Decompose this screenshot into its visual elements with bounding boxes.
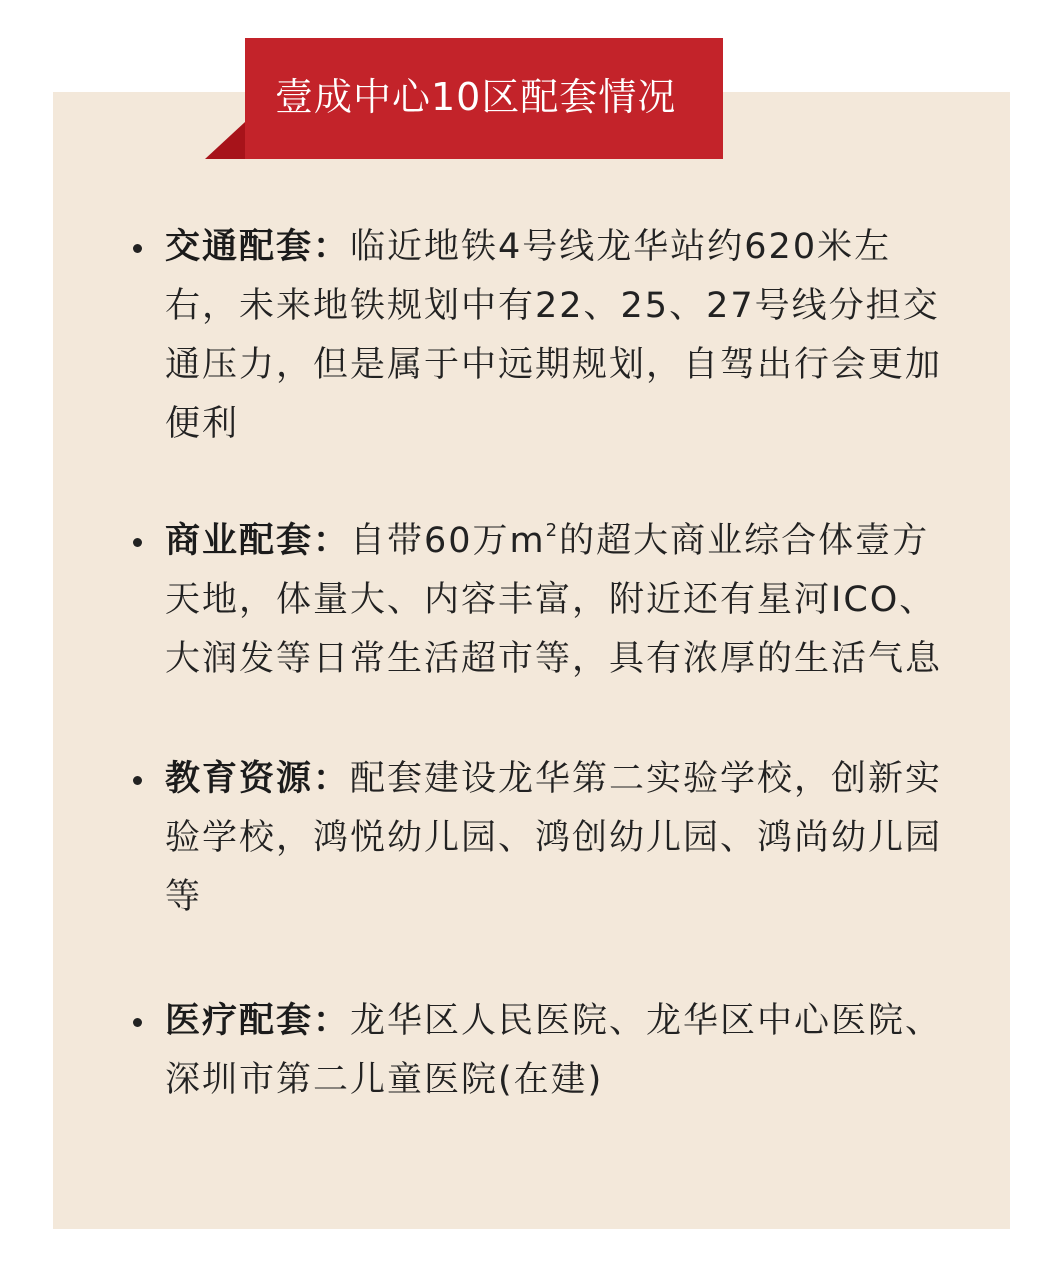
- commercial-text-part1: 自带60万m: [350, 521, 546, 561]
- bullet-icon: [133, 244, 142, 253]
- commercial-text-part2: 的超大商业综合体壹方天地，体量大、内容丰富，附近还有星河ICO、大润发等日常生活超市等，具有浓厚的生活气息: [165, 521, 943, 679]
- list-item-commercial: [131, 512, 951, 689]
- facility-list: [131, 218, 951, 1110]
- banner-fold: [205, 122, 245, 159]
- education-text: 配套建设龙华第二实验学校，创新实验学校，鸿悦幼儿园、鸿创幼儿园、鸿尚幼儿园等: [165, 759, 943, 917]
- bullet-icon: [133, 776, 142, 785]
- list-item-education: [131, 750, 951, 927]
- page-title: 壹成中心10区配套情况: [275, 75, 677, 119]
- list-item-transport: [131, 218, 951, 454]
- area-superscript: 2: [545, 520, 560, 541]
- title-banner: [245, 38, 723, 159]
- list-item-medical: [131, 992, 951, 1110]
- transport-text: 临近地铁4号线龙华站约620米左右，未来地铁规划中有22、25、27号线分担交通压力，但是属于中远期规划，自驾出行会更加便利: [165, 227, 943, 444]
- transport-label: 交通配套：: [165, 227, 351, 267]
- bullet-icon: [133, 1018, 142, 1027]
- medical-label: 医疗配套：: [165, 1001, 351, 1041]
- medical-text: 龙华区人民医院、龙华区中心医院、深圳市第二儿童医院(在建): [165, 1001, 943, 1100]
- commercial-label: 商业配套：: [165, 521, 351, 561]
- bullet-icon: [133, 538, 142, 547]
- education-label: 教育资源：: [165, 759, 351, 799]
